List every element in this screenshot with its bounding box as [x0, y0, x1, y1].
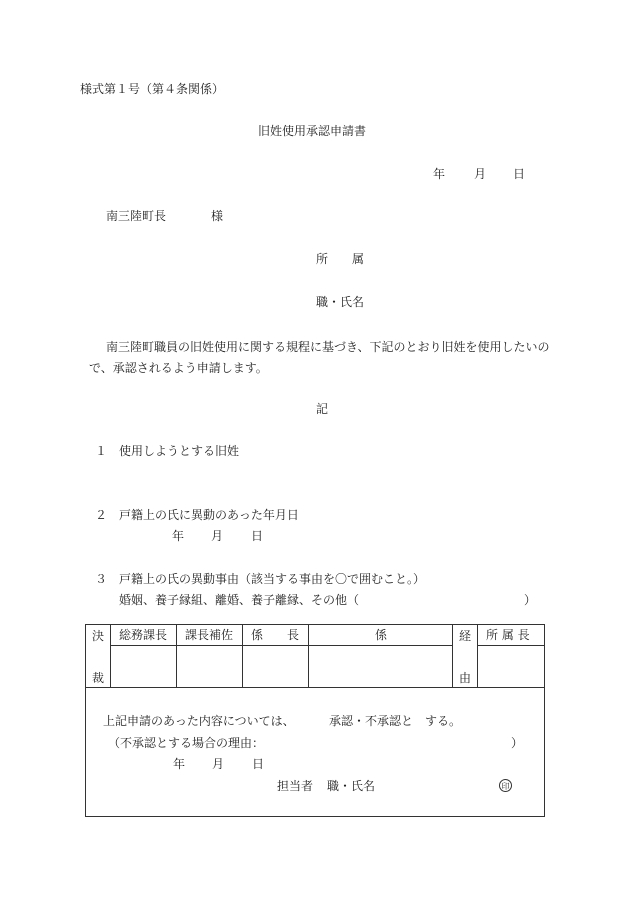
body-paragraph: 南三陸町職員の旧姓使用に関する規程に基づき、下記のとおり旧姓を使用したいので、承認されるよう申請します。: [89, 340, 550, 375]
item-3-options: 婚姻、養子縁組、離婚、養子離縁、その他（: [119, 593, 360, 607]
approval-side-left-top: 決: [92, 629, 105, 643]
header-kakaricho-label: 係 長: [251, 628, 300, 642]
person-label: 担当者: [277, 779, 314, 793]
addressee-name: 南三陸町長: [106, 209, 167, 223]
date-day: 日: [513, 167, 526, 181]
date-year: 年: [433, 167, 446, 181]
reply-date-month: 月: [212, 757, 225, 771]
approval-side-right-bottom: 由: [459, 671, 472, 685]
sign-kacho-hosa: [177, 646, 243, 688]
approval-side-right: [453, 625, 478, 688]
header-shozoku-cho: [478, 625, 544, 646]
header-kacho-hosa: [177, 625, 243, 646]
header-kakaricho: [243, 625, 309, 646]
reason-label: （不承認とする場合の理由：: [108, 736, 265, 750]
approval-grid: [86, 625, 544, 688]
header-shozoku-cho-label: 所 属 長: [486, 628, 530, 642]
sign-shozoku-cho: [478, 646, 544, 688]
item-2-year: 年: [172, 529, 185, 543]
document-title: 旧姓使用承認申請書: [258, 124, 367, 138]
position-name-label: 職・氏名: [316, 295, 365, 309]
item-2-text: 戸籍上の氏に異動のあった年月日: [119, 508, 299, 522]
reply-text: 上記申請のあった内容については、: [103, 714, 295, 728]
header-somu-kacho: [111, 625, 177, 646]
sign-kakari: [309, 646, 453, 688]
item-3-number: ３: [95, 572, 108, 586]
date-month: 月: [474, 167, 487, 181]
reply-date-day: 日: [252, 757, 265, 771]
form-reference: 様式第１号（第４条関係）: [80, 82, 225, 96]
reason-close-paren: ）: [511, 736, 524, 750]
reply-date-year: 年: [173, 757, 186, 771]
header-kacho-hosa-label: 課長補佐: [185, 628, 234, 642]
approval-choice: 承認・不承認と する。: [329, 714, 462, 728]
item-2-day: 日: [251, 529, 264, 543]
seal-mark: 印: [499, 779, 512, 792]
item-1-text: 使用しようとする旧姓: [119, 444, 240, 458]
item-3-close-paren: ）: [524, 593, 537, 607]
item-2-number: ２: [95, 508, 108, 522]
header-somu-kacho-label: 総務課長: [119, 628, 168, 642]
ki-heading: 記: [316, 402, 329, 416]
sign-kakaricho: [243, 646, 309, 688]
affiliation-label: 所 属: [316, 252, 365, 266]
sign-somu-kacho: [111, 646, 177, 688]
approval-side-left: [86, 625, 111, 688]
item-1-number: １: [95, 444, 108, 458]
header-kakari: [309, 625, 453, 646]
header-kakari-label: 係: [375, 628, 388, 642]
person-name-label: 職・氏名: [327, 779, 376, 793]
item-3-text: 戸籍上の氏の異動事由（該当する事由を〇で囲むこと。）: [119, 572, 426, 586]
addressee-honorific: 様: [211, 209, 224, 223]
approval-table: [85, 624, 545, 817]
approval-side-left-bottom: 裁: [92, 671, 105, 685]
approval-side-right-top: 経: [459, 629, 472, 643]
item-2-month: 月: [211, 529, 224, 543]
